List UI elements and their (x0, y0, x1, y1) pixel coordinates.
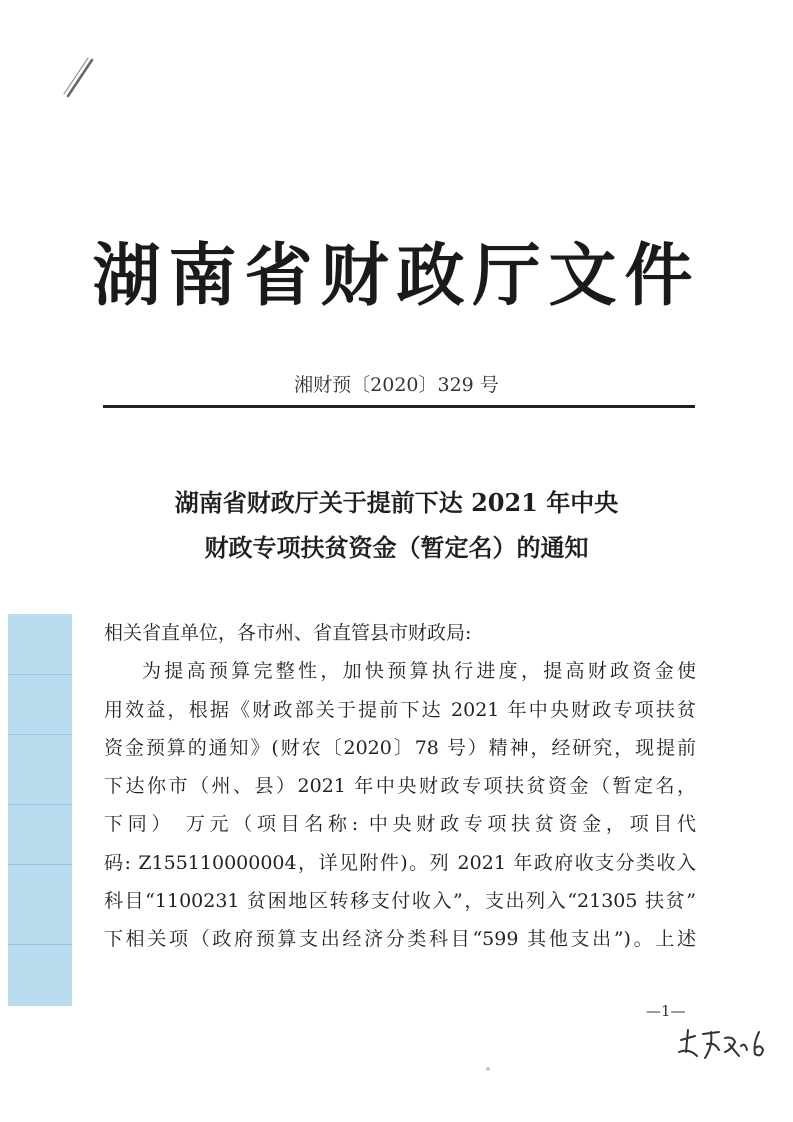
body-line: 科目“1100231 贫困地区转移支付收入”，支出列入“21305 扶贫” (104, 890, 696, 913)
staple-mark (58, 56, 98, 102)
notice-title (0, 480, 793, 570)
document-number: 湘财预〔2020〕329 号 (294, 374, 499, 396)
body-line: 为提高预算完整性，加快预算执行进度，提高财政资金使 (142, 660, 696, 683)
header-divider (103, 405, 695, 408)
body-line: 下达你市（州、县）2021 年中央财政专项扶贫资金（暂定名， (104, 775, 696, 798)
body-line: 用效益，根据《财政部关于提前下达 2021 年中央财政专项扶贫 (104, 698, 696, 721)
notice-title-line: 湖南省财政厅关于提前下达 2021 年中央 (174, 488, 619, 517)
body-line: 下相关项（政府预算支出经济分类科目“599 其他支出”)。上述 (104, 928, 696, 951)
body-line: 下同） 万元（项目名称: 中央财政专项扶贫资金，项目代 (104, 813, 696, 836)
document-header-title: 湖南省财政厅文件 (92, 237, 701, 316)
page-number: —1— (646, 1002, 686, 1020)
notice-body (104, 614, 696, 959)
salutation: 相关省直单位，各市州、省直管县市财政局: (104, 622, 472, 644)
scan-speck (486, 1067, 490, 1071)
body-line: 码: Z155110000004，详见附件)。列 2021 年政府收支分类收入 (104, 851, 696, 874)
notice-title-line: 财政专项扶贫资金（暂定名）的通知 (204, 533, 589, 562)
handwritten-signature (675, 1022, 771, 1070)
body-line: 资金预算的通知》(财农〔2020〕78 号）精神，经研究，现提前 (104, 736, 696, 759)
left-margin-stub (8, 614, 72, 1006)
